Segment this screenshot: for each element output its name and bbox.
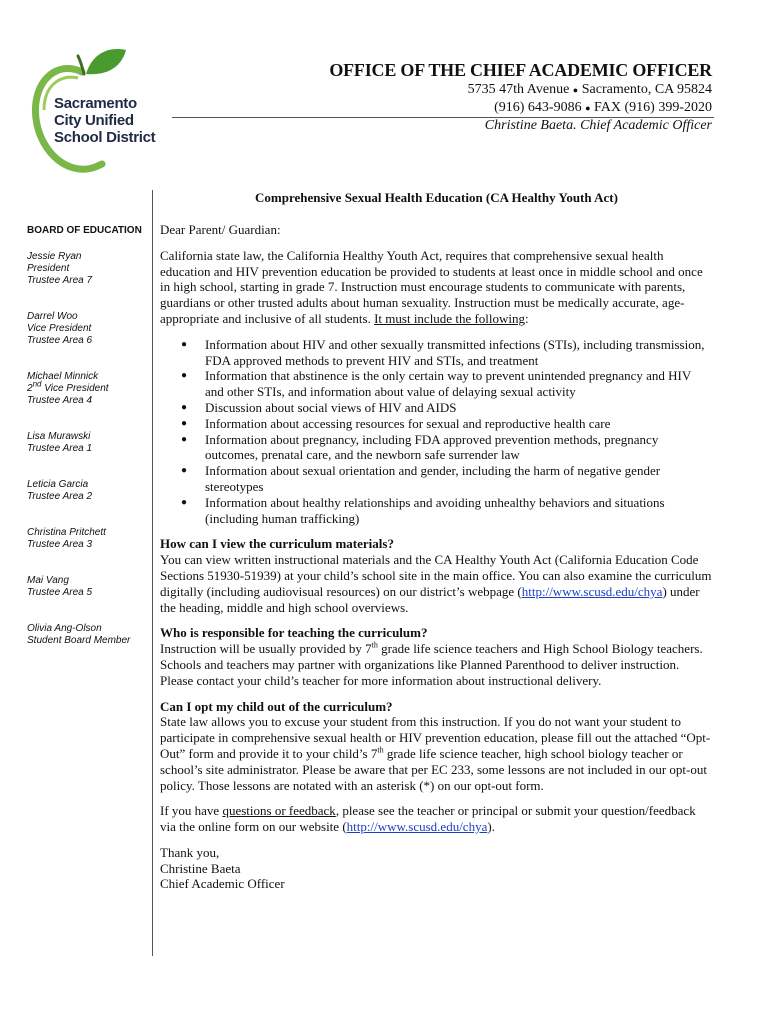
board-member	[27, 479, 152, 503]
office-officer-name: Christine Baeta. Chief Academic Officer	[484, 118, 712, 133]
bullet-icon: ●	[181, 370, 188, 382]
bullet-icon: ●	[181, 465, 188, 477]
member-role: Vice President	[27, 323, 92, 334]
question-who-teaches: Who is responsible for teaching the curriculum?	[160, 625, 428, 641]
separator-dot-icon: ●	[585, 103, 591, 113]
logo-line-1: Sacramento	[54, 95, 137, 112]
feedback-underlined: questions or feedback	[222, 803, 336, 819]
member-area: Trustee Area 6	[27, 335, 93, 346]
member-area: Trustee Area 7	[27, 275, 93, 286]
board-heading: BOARD OF EDUCATION	[27, 225, 142, 236]
board-of-education-sidebar	[27, 225, 152, 671]
answer-who-teaches: Instruction will be usually provided by 7th grade life science teachers and High School Biology teachers. Schools and teachers may partner with organizations like Planned Parenthood to deliver instruction. Please contact your child’s teacher for more information about instructional delivery.	[160, 640, 703, 688]
member-name: Lisa Murawski	[27, 431, 91, 442]
office-phone-line	[329, 99, 712, 117]
letter-body	[160, 222, 713, 892]
board-member	[27, 527, 152, 551]
logo-line-3: School District	[54, 129, 156, 146]
member-name: Christina Pritchett	[27, 527, 106, 538]
bullet-icon: ●	[181, 401, 188, 413]
board-member	[27, 623, 152, 647]
office-header	[329, 60, 712, 135]
separator-dot-icon: ●	[572, 85, 579, 95]
bullet-icon: ●	[181, 417, 188, 429]
answer-opt-out: State law allows you to excuse your student from this instruction. If you do not want your student to participate in comprehensive sexual health or HIV prevention education, please fill out the attached “Opt-Out” form and provide it to your child’s 7th grade life science teacher, high school biology teacher or school’s site administrator. Please be aware that per EC 233, some lessons are not included in our opt-out policy. Those lessons are notated with an asterisk (*) on our opt-out form.	[160, 714, 711, 793]
sidebar-divider	[152, 190, 153, 956]
member-area: Student Board Member	[27, 635, 131, 646]
member-area: Trustee Area 4	[27, 395, 93, 406]
answer-view-materials: You can view written instructional materials and the CA Healthy Youth Act (California Education Code Sections 51930-51939) at your child’s school site in the main office. You can also examine the curriculum digitally (including audiovisual resources) on our district’s webpage (http://www.scusd.edu/chya) under the heading, middle and high school overviews.	[160, 552, 712, 615]
office-title: OFFICE OF THE CHIEF ACADEMIC OFFICER	[329, 60, 712, 80]
bullet-icon: ●	[181, 433, 188, 445]
member-role: 2nd Vice President	[27, 379, 109, 394]
list-item: ● Information about HIV and other sexually transmitted infections (STIs), including transmission, FDA approved methods to prevent HIV and STIs, and treatment	[181, 336, 705, 368]
board-member	[27, 431, 152, 455]
member-name: Leticia Garcia	[27, 479, 89, 490]
district-logo-text	[54, 95, 155, 146]
member-name: Michael Minnick	[27, 371, 99, 382]
feedback-paragraph: If you have questions or feedback, please see the teacher or principal or submit your question/feedback via the online form on our website (http://www.scusd.edu/chya).	[160, 803, 696, 835]
board-member	[27, 575, 152, 599]
question-view-materials: How can I view the curriculum materials?	[160, 536, 394, 552]
requirements-list	[160, 337, 713, 527]
board-member	[27, 311, 152, 347]
intro-underlined: It must include the following	[374, 310, 526, 326]
feedback-link[interactable]: http://www.scusd.edu/chya	[346, 819, 488, 835]
list-item: ● Information about healthy relationships and avoiding unhealthy behaviors and situations (including human trafficking)	[181, 494, 665, 526]
curriculum-link[interactable]: http://www.scusd.edu/chya	[521, 583, 663, 599]
office-phone: (916) 643-9086	[494, 100, 582, 115]
member-area: Trustee Area 2	[27, 491, 93, 502]
member-area: Trustee Area 5	[27, 587, 93, 598]
signature-title: Chief Academic Officer	[160, 876, 285, 892]
intro-paragraph: California state law, the California Healthy Youth Act, requires that comprehensive sexual health education and HIV prevention education be provided to students at least once in middle school and once in high school, starting in grade 7. Instruction must encourage students to communicate with parents, guardians or other trusted adults about human sexuality. Instruction must be medically accurate, age-appropriate and inclusive of all students. It must include the following:	[160, 247, 703, 326]
member-name: Jessie Ryan	[27, 251, 82, 262]
member-name: Mai Vang	[27, 575, 69, 586]
closing: Thank you,	[160, 844, 220, 860]
list-item: ● Discussion about social views of HIV and AIDS	[181, 399, 457, 415]
office-fax: FAX (916) 399-2020	[594, 100, 712, 115]
member-area: Trustee Area 3	[27, 539, 93, 550]
greeting: Dear Parent/ Guardian:	[160, 222, 281, 237]
board-member	[27, 371, 152, 407]
header-divider	[172, 117, 714, 118]
board-member	[27, 251, 152, 287]
address-street: 5735 47th Avenue	[467, 82, 570, 97]
list-item: ● Information about accessing resources for sexual and reproductive health care	[181, 415, 611, 431]
member-name: Olivia Ang-Olson	[27, 623, 102, 634]
office-address	[329, 81, 712, 99]
logo-line-2: City Unified	[54, 112, 134, 129]
list-item: ● Information about pregnancy, including FDA approved prevention methods, pregnancy outcomes, prenatal care, and the newborn safe surrender law	[181, 431, 659, 463]
member-role: President	[27, 263, 70, 274]
list-item: ● Information that abstinence is the only certain way to prevent unintended pregnancy and HIV and other STIs, and information about value of delaying sexual activity	[181, 368, 692, 400]
question-opt-out: Can I opt my child out of the curriculum?	[160, 698, 393, 714]
list-item: ● Information about sexual orientation and gender, including the harm of negative gender stereotypes	[181, 463, 661, 494]
address-city: Sacramento, CA 95824	[581, 82, 712, 97]
bullet-icon: ●	[181, 496, 188, 508]
member-name: Darrel Woo	[27, 311, 78, 322]
letter-title: Comprehensive Sexual Health Education (CA Healthy Youth Act)	[255, 190, 618, 205]
bullet-icon: ●	[181, 338, 188, 350]
member-area: Trustee Area 1	[27, 443, 93, 454]
signature-name: Christine Baeta	[160, 860, 241, 876]
